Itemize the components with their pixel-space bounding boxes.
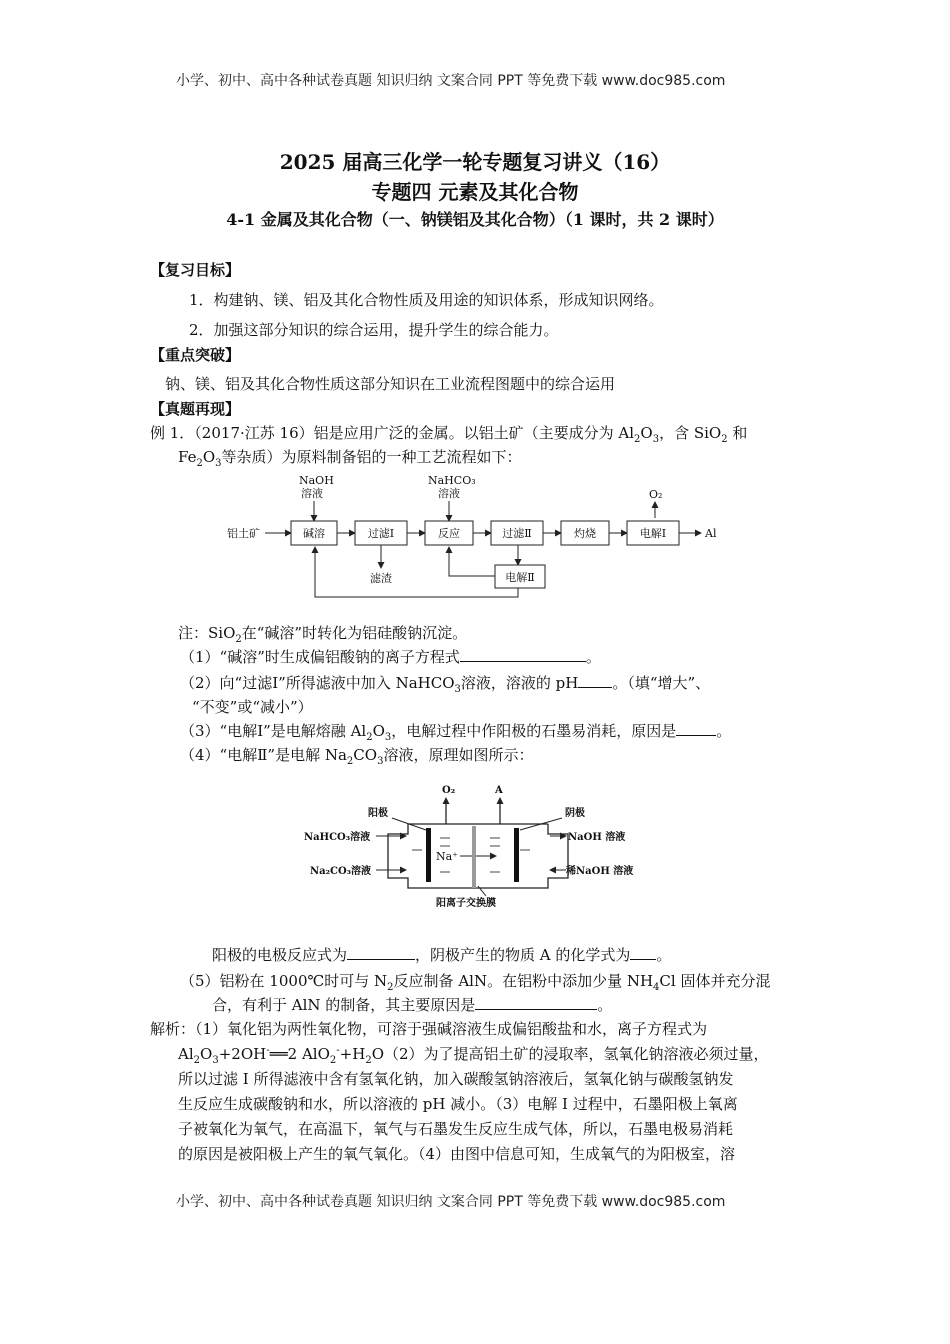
- flow-box-filter-1-label: 过滤Ⅰ: [367, 527, 395, 540]
- example-intro-line1: 例 1．（2017·江苏 16）铝是应用广泛的金属。以铝土矿（主要成分为 $Al_2O_3$，含 SiO$_2$ 和: [150, 424, 748, 445]
- flow-end-label: Al: [705, 527, 717, 540]
- anode-electrode: [426, 828, 431, 882]
- process-flow-diagram: [225, 470, 730, 605]
- flow-naoh-solution-label: 溶液: [301, 487, 323, 500]
- flow-naoh-label: NaOH: [299, 474, 334, 487]
- cation-exchange-membrane: [472, 826, 476, 888]
- analysis-line3: 所以过滤 I 所得滤液中含有氢氧化钠，加入碳酸氢钠溶液后，氢氧化钠与碳酸氢钠发: [178, 1070, 734, 1088]
- question-4: （4）“电解Ⅱ”是电解 $Na_2CO_3$溶液，原理如图所示：: [180, 746, 534, 767]
- goal-item-1: 1．构建钠、镁、铝及其化合物性质及用途的知识体系，形成知识网络。: [189, 291, 664, 309]
- flow-residue-label: 滤渣: [370, 572, 392, 585]
- answer-blank-q4-anode: [347, 945, 415, 960]
- analysis-line5: 子被氧化为氧气，在高温下，氧气与石墨发生反应生成气体，所以，石墨电极易消耗: [178, 1120, 734, 1138]
- answer-blank-q3: [676, 721, 716, 736]
- answer-blank-q1: [460, 647, 586, 662]
- question-2: （2）向“过滤Ⅰ”所得滤液中加入 NaHCO$_3$溶液，溶液的 pH 。（填“增大”、: [180, 674, 711, 695]
- sodium-ion-label: Na⁺: [436, 850, 458, 863]
- page-subtitle: 专题四 元素及其化合物: [371, 180, 579, 204]
- right-bottom-solution-label: 稀NaOH 溶液: [566, 866, 634, 877]
- lesson-title: 4-1 金属及其化合物（一、钠镁铝及其化合物）（1 课时，共 2 课时）: [226, 210, 724, 229]
- analysis-line4: 生反应生成碳酸钠和水，所以溶液的 pH 减小。（3）电解 I 过程中，石墨阳极上氧离: [178, 1095, 738, 1113]
- flow-start-label: 铝土矿: [227, 527, 260, 540]
- membrane-label: 阳离子交换膜: [436, 898, 496, 909]
- analysis-line1: 解析：（1）氧化铝为两性氧化物，可溶于强碱溶液生成偏铝酸盐和水，离子方程式为: [150, 1020, 708, 1038]
- question-3: （3）“电解Ⅰ”是电解熔融 $Al_2O_3$，电解过程中作阳极的石墨易消耗，原因是 。: [180, 722, 732, 743]
- flow-o2-label: O₂: [649, 488, 663, 501]
- answer-blank-q2: [578, 673, 612, 688]
- flow-box-filter-2-label: 过滤Ⅱ: [502, 527, 532, 540]
- cell-a-label: A: [495, 785, 503, 796]
- question-1: （1）“碱溶”时生成偏铝酸钠的离子方程式 。: [180, 648, 601, 666]
- electrolysis-cell-diagram: [300, 780, 660, 910]
- analysis-line2: $Al_2O_3+2OH^-══2$ $AlO_2^-+H_2O(2)$为了提高铝土矿的浸取率，氢氧化钠溶液必须过量，: [178, 1045, 769, 1066]
- analysis-line6: 的原因是被阳极上产生的氧气氧化。（4）由图中信息可知，生成氧气的为阳极室，溶: [178, 1145, 736, 1163]
- question-2-line2: “不变”或“减小”）: [192, 698, 313, 716]
- example-intro-line2: $Fe_2O_3$等杂质）为原料制备铝的一种工艺流程如下：: [178, 448, 522, 469]
- flow-box-electrolysis-2-label: 电解Ⅱ: [505, 571, 535, 584]
- left-bottom-solution-label: Na₂CO₃溶液: [310, 866, 372, 877]
- cathode-electrode: [514, 828, 519, 882]
- answer-blank-q4-a: [630, 945, 656, 960]
- flow-box-alkali-dissolve-label: 碱溶: [303, 527, 325, 540]
- left-top-solution-label: NaHCO₃溶液: [304, 832, 371, 843]
- answer-blank-q5: [475, 995, 597, 1010]
- anode-label: 阳极: [368, 808, 388, 819]
- question-4-answer: 阳极的电极反应式为 ，阴极产生的物质 A 的化学式为 。: [212, 946, 672, 964]
- page-footer: 小学、初中、高中各种试卷真题 知识归纳 文案合同 PPT 等免费下载 www.doc985.com: [176, 1194, 726, 1210]
- goals-heading: 【复习目标】: [150, 261, 241, 279]
- focus-heading: 【重点突破】: [150, 346, 241, 364]
- flow-box-reaction-label: 反应: [438, 527, 460, 540]
- flow-nahco3-solution-label: 溶液: [438, 487, 460, 500]
- question-5-line2: 合，有利于 AlN 的制备，其主要原因是 。: [212, 996, 613, 1014]
- right-top-solution-label: NaOH 溶液: [568, 832, 626, 843]
- flow-box-electrolysis-1-label: 电解Ⅰ: [639, 527, 667, 540]
- page-title: 2025 届高三化学一轮专题复习讲义（16）: [279, 150, 671, 174]
- focus-text: 钠、镁、铝及其化合物性质这部分知识在工业流程图题中的综合运用: [165, 375, 616, 393]
- exam-heading: 【真题再现】: [150, 400, 241, 418]
- question-5: （5）铝粉在 1000℃时可与 $N_2$反应制备 AlN。在铝粉中添加少量 $NH_4Cl$ 固体并充分混: [180, 972, 771, 993]
- note-text: 注：SiO$_2$在“碱溶”时转化为铝硅酸钠沉淀。: [178, 624, 468, 645]
- cathode-label: 阴极: [565, 808, 585, 819]
- page-header: 小学、初中、高中各种试卷真题 知识归纳 文案合同 PPT 等免费下载 www.doc985.com: [176, 73, 726, 89]
- flow-box-calcination-label: 灼烧: [574, 527, 596, 540]
- goal-item-2: 2．加强这部分知识的综合运用，提升学生的综合能力。: [189, 321, 559, 339]
- cell-o2-label: O₂: [442, 785, 456, 796]
- flow-nahco3-label: NaHCO₃: [428, 474, 476, 487]
